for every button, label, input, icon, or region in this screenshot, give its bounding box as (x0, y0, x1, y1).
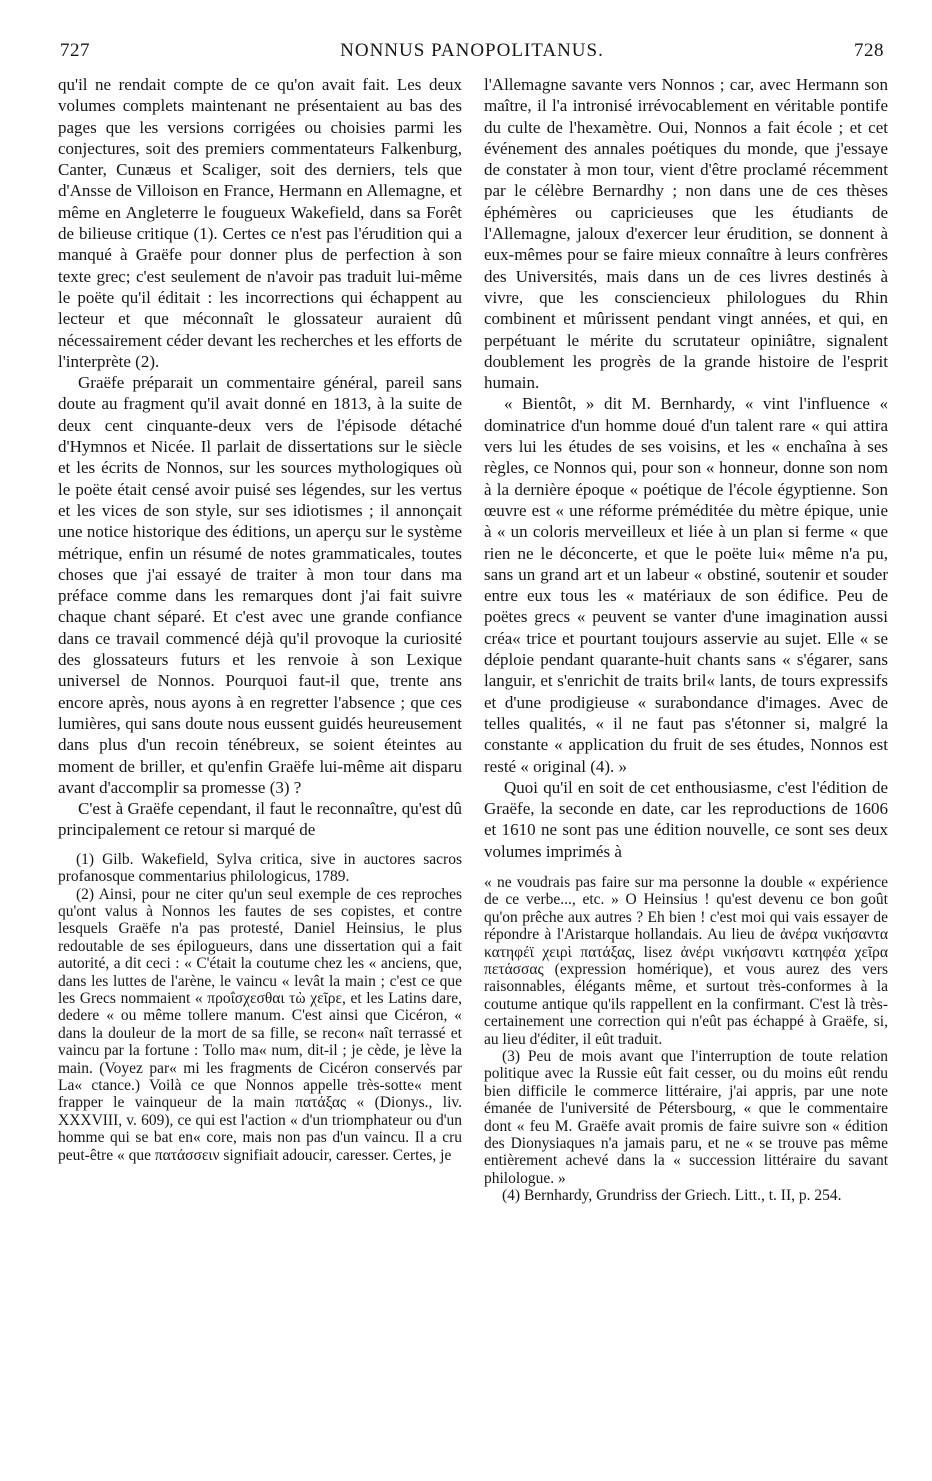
footnote-2: (2) Ainsi, pour ne citer qu'un seul exemple de ces reproches qu'ont valus à Nonnos les fautes de ses copistes, et contre lesquels Graëfe n'a pas protesté, Daniel Heinsius, le plus redoutable de ses épilogueurs, dans une dissertation qui a fait autorité, a dit ceci : « C'était la coutume chez les « anciens, que, dans les luttes de l'arène, le vaincu « levât la main ; c'est ce que les Grecs nommaient « προΐσχεσθαι τὼ χεῖρε, et les Latins dare, dedere « ou même tollere manum. C'est ainsi que Cicéron, « dans la douleur de la mort de sa fille, se recon« naît terrassé et vaincu par la fortune : Tollo ma« num, dit-il ; je cède, je lève la main. (Voyez par« mi les fragments de Cicéron conservés par La« ctance.) Voilà ce que Nonnos appelle très-sotte« ment frapper le vainqueur de la main πατάξας « (Dionys., liv. XXXVIII, v. 609), ce qui est l'action « d'un triomphateur ou d'un homme qui se bat en« core, mais non pas d'un vaincu. Il a cru peut-être « que πατάσσειν signifiait adoucir, caresser. Certes, je (58, 885, 462, 1164)
quotation-paragraph: « Bientôt, » dit M. Bernhardy, « vint l'influence « dominatrice d'un homme doué d'un talent rare « qui attira vers lui les études de ses voisins, et les « enchaîna à ses règles, ce Nonnos qui, pour son « honneur, donne son nom à la dernière époque « poétique de l'école égyptienne. Son œuvre est « une réforme préméditée du mètre épique, unie à « un coloris merveilleux et liée à un plan si ferme « que rien ne le déconcerte, et que le poëte lui« même n'a pu, sans un grand art et un labeur « obstiné, soutenir et souder entre eux tous les « matériaux de son édifice. Peu de poëtes grecs « peuvent se vanter d'une imagination aussi créa« trice et pourtant toujours asservie au sujet. Elle « se déploie pendant quarante-huit chants sans « s'égarer, sans languir, et s'enrichit de traits bril« lants, de tours expressifs et d'une prodigieuse « surabondance d'images. Avec de telles qualités, « il ne faut pas s'étonner si, malgré la constante « application du fruit de ses études, Nonnos est resté « original (4). » (484, 394, 888, 776)
left-column (58, 74, 462, 1164)
footnote-1: (1) Gilb. Wakefield, Sylva critica, sive in auctores sacros profanosque commentarius philologicus, 1789. (58, 850, 462, 886)
footnote-2-continued: « ne voudrais pas faire sur ma personne la double « expérience de ce verbe..., etc. » O Heinsius ! qu'est devenu ce bon goût qu'on prêche aux autres ? Eh bien ! c'est moi qui vais essayer de répondre à l'Aristarque hollandais. Au lieu de ἀνέρα νικήσαντα κατηφέϊ χειρὶ πατάξας, lisez ἀνέρι νικήσαντι κατηφέα χεῖρα πετάσσας (expression homérique), et vous aurez des vers raisonnables, élégants même, et surtout très-conformes à la coutume antique qu'ils rappellent en la confirmant. C'est là très-certainement une correction qui n'eût pas échappé à Graëfe, si, au lieu d'éditer, il eût traduit. (484, 873, 888, 1048)
body-paragraph: Graëfe préparait un commentaire général, pareil sans doute au fragment qu'il avait donné en 1813, à la suite de deux cent cinquante-deux vers de l'épisode détaché d'Hymnos et Nicée. Il parlait de dissertations sur le siècle et les écrits de Nonnos, sur les sources mythologiques où le poëte était censé avoir puisé ses légendes, sur les vertus et les vices de son style, sur ses idiotismes ; il annonçait une notice historique des éditions, un aperçu sur le système métrique, enfin un résumé de notes grammaticales, toutes choses que j'ai essayé de traiter à mon tour dans ma préface comme dans les remarques dont j'ai fait suivre chaque chant séparé. Et c'est avec une grande confiance dans ce travail commencé déjà qu'il provoque la curiosité des glossateurs futurs et les renvoie à son Lexique universel de Nonnos. Pourquoi faut-il que, trente ans encore après, nous ayons à en regretter l'absence ; que ces lumières, qui sans doute nous eussent guidés heureusement dans plus d'un recoin ténébreux, se soient éteintes au moment de briller, et qu'enfin Graëfe lui-même ait disparu avant d'accomplir sa promesse (3) ? (58, 373, 462, 797)
running-title: NONNUS PANOPOLITANUS. (340, 40, 604, 61)
body-paragraph: l'Allemagne savante vers Nonnos ; car, avec Hermann son maître, il l'a intronisé irrévocablement en véritable pontife du culte de l'hexamètre. Oui, Nonnos a fait école ; et cet événement des annales poétiques du monde, que j'essaye de constater à mon tour, vient d'être proclamé récemment par le célèbre Bernardhy ; non dans une de ces thèses éphémères ou capricieuses que les étudiants de l'Allemagne, jaloux d'exercer leur érudition, se donnent à eux-mêmes pour se faire mieux connaître à leurs confrères des Universités, mais dans un de ces livres destinés à vivre, que les consciencieux philologues du Rhin combinent et mûrissent pendant vingt années, et qui, en perpétuant le mérite du scrutateur opiniâtre, signalent doublement les progrès de la grande histoire de l'esprit humain. (484, 75, 888, 393)
footnotes (58, 851, 462, 1164)
body-paragraph: qu'il ne rendait compte de ce qu'on avait fait. Les deux volumes complets maintenant ne présentaient au bas des pages que les versions corrigées ou choisies parmi les conjectures, soit des premiers commentateurs Falkenburg, Canter, Cunæus et Scaliger, soit des derniers, tels que d'Ansse de Villoison en France, Hermann en Allemagne, et même en Angleterre le fougueux Wakefield, dans sa Forêt de bilieuse critique (1). Certes ce n'est pas l'érudition qui a manqué à Graëfe pour donner plus de perfection à son texte grec; c'est seulement de n'avoir pas traduit lui-même le poëte qu'il éditait : les incorrections qui échappent au lecteur et que méconnaît le glossateur auraient dû nécessairement céder devant les recherches et les efforts de l'interprète (2). (58, 75, 462, 371)
footnotes (484, 874, 888, 1205)
body-paragraph: C'est à Graëfe cependant, il faut le reconnaître, qu'est dû principalement ce retour si marqué de (58, 799, 462, 840)
footnote-3: (3) Peu de mois avant que l'interruption de toute relation politique avec la Russie eût fait cesser, ou du moins eût rendu bien difficile le commerce littéraire, j'ai appris, par une note émanée de l'université de Pétersbourg, « que le commentaire dont « feu M. Graëfe avait promis de faire suivre son « édition des Dionysiaques n'a jamais paru, et ne « se trouve pas même entièrement achevé dans la « succession littéraire du savant philologue. » (484, 1048, 888, 1187)
running-header (60, 40, 884, 70)
page-number-left: 727 (60, 40, 90, 61)
right-column (484, 74, 888, 1205)
body-paragraph: Quoi qu'il en soit de cet enthousiasme, c'est l'édition de Graëfe, la seconde en date, car les reproductions de 1606 et 1610 ne sont pas une édition nouvelle, ce sont ses deux volumes imprimés à (484, 777, 888, 861)
footnote-4: (4) Bernhardy, Grundriss der Griech. Litt., t. II, p. 254. (502, 1187, 842, 1205)
page-number-right: 728 (854, 40, 884, 61)
